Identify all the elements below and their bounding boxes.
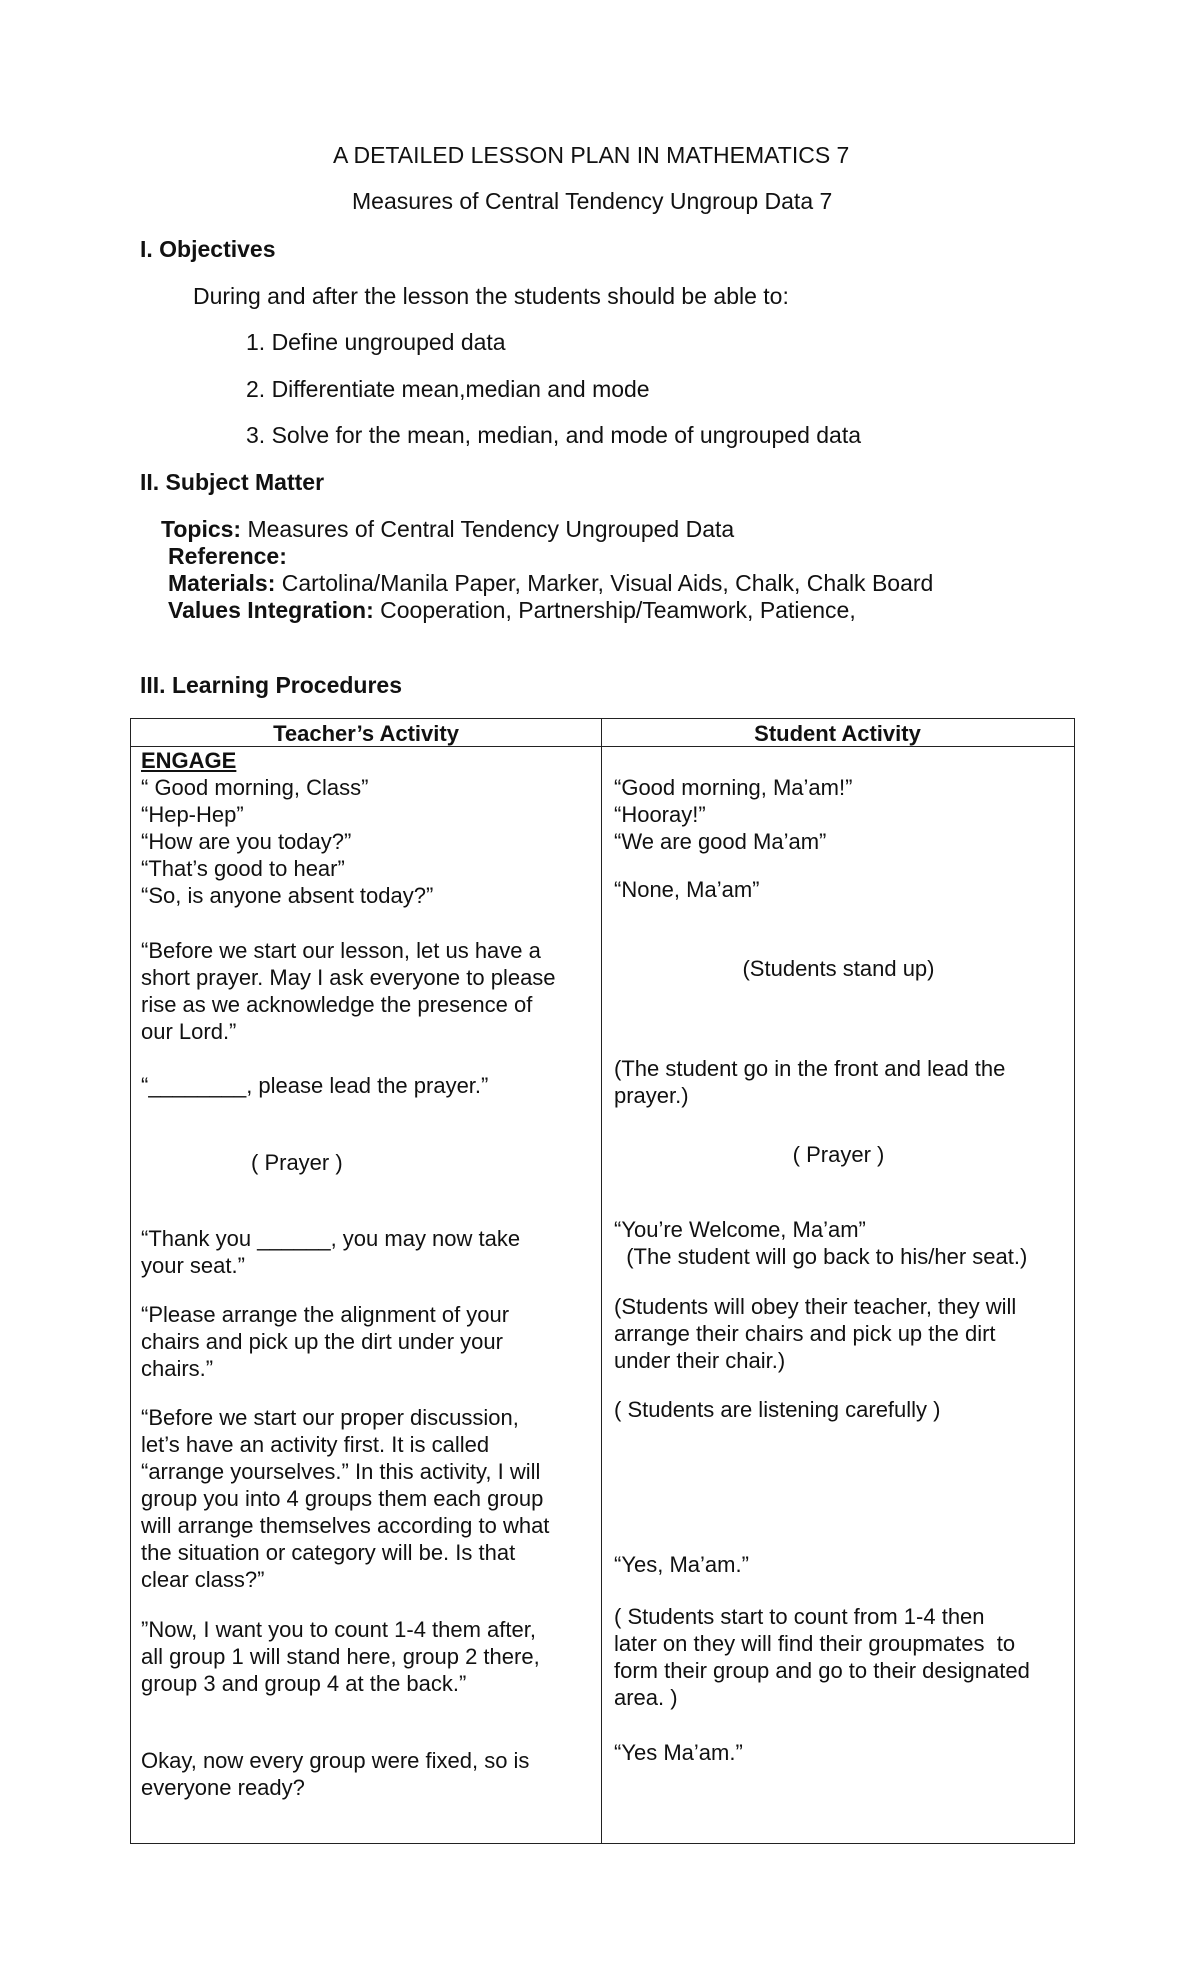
student-line: “We are good Ma’am”: [614, 829, 827, 854]
teacher-line: “So, is anyone absent today?”: [141, 883, 434, 908]
teacher-line: group 3 and group 4 at the back.”: [141, 1671, 467, 1696]
teacher-ready: [141, 1747, 529, 1801]
student-line: under their chair.): [614, 1348, 786, 1373]
student-listen: ( Students are listening carefully ): [614, 1397, 941, 1422]
materials-value: Cartolina/Manila Paper, Marker, Visual Aids, Chalk, Chalk Board: [275, 570, 934, 596]
page-title: A DETAILED LESSON PLAN IN MATHEMATICS 7: [333, 142, 850, 168]
objectives-heading: I. Objectives: [140, 236, 276, 262]
student-line: later on they will find their groupmates to: [614, 1631, 1016, 1656]
teacher-thank: [141, 1225, 520, 1279]
objective-item-3: 3. Solve for the mean, median, and mode of ungrouped data: [246, 422, 862, 448]
student-prayer: ( Prayer ): [792, 1142, 885, 1167]
objective-item-1: 1. Define ungrouped data: [246, 329, 506, 355]
student-greet: [614, 774, 852, 855]
procedures-table: [130, 718, 1075, 1844]
objective-item-2: 2. Differentiate mean,median and mode: [246, 376, 650, 402]
teacher-line: group you into 4 groups them each group: [141, 1486, 544, 1511]
teacher-line: “How are you today?”: [141, 829, 352, 854]
topics-line: [161, 516, 734, 543]
objectives-intro: During and after the lesson the students should be able to:: [193, 283, 789, 309]
student-line: “Good morning, Ma’am!”: [614, 775, 853, 800]
teacher-line: “Hep-Hep”: [141, 802, 244, 827]
student-line: form their group and go to their designated: [614, 1658, 1030, 1683]
student-yes-2: “Yes Ma’am.”: [614, 1740, 743, 1765]
student-line: (Students will obey their teacher, they will: [614, 1294, 1017, 1319]
teacher-lead-prayer: “________, please lead the prayer.”: [141, 1073, 489, 1098]
student-obey: [614, 1293, 1016, 1374]
teacher-line: will arrange themselves according to what: [141, 1513, 550, 1538]
topics-value: Measures of Central Tendency Ungrouped Data: [241, 516, 735, 542]
teacher-line: everyone ready?: [141, 1775, 305, 1800]
student-stand: (Students stand up): [742, 956, 935, 981]
student-line: (The student will go back to his/her seat.): [614, 1244, 1028, 1269]
teacher-line: chairs and pick up the dirt under your: [141, 1329, 503, 1354]
teacher-line: “arrange yourselves.” In this activity, I will: [141, 1459, 541, 1484]
page-subtitle: Measures of Central Tendency Ungroup Data 7: [352, 188, 833, 214]
teacher-count: [141, 1616, 540, 1697]
teacher-line: chairs.”: [141, 1356, 214, 1381]
teacher-line: the situation or category will be. Is that: [141, 1540, 516, 1565]
student-line: ( Students start to count from 1-4 then: [614, 1604, 985, 1629]
topics-label: Topics:: [161, 516, 242, 542]
teacher-line: your seat.”: [141, 1253, 245, 1278]
reference-line: [168, 543, 287, 570]
teacher-column-header: Teacher’s Activity: [273, 721, 459, 746]
student-column-header: Student Activity: [754, 721, 921, 746]
reference-label: Reference:: [168, 543, 287, 569]
teacher-line: “Thank you ______, you may now take: [141, 1226, 521, 1251]
teacher-line: our Lord.”: [141, 1019, 237, 1044]
teacher-line: “Before we start our proper discussion,: [141, 1405, 519, 1430]
teacher-prayer: ( Prayer ): [251, 1150, 343, 1175]
teacher-line: let’s have an activity first. It is called: [141, 1432, 490, 1457]
student-line: area. ): [614, 1685, 678, 1710]
teacher-prayer-intro: [141, 937, 556, 1045]
teacher-line: “Please arrange the alignment of your: [141, 1302, 510, 1327]
teacher-line: short prayer. May I ask everyone to please: [141, 965, 556, 990]
student-line: prayer.): [614, 1083, 689, 1108]
student-count: [614, 1603, 1030, 1711]
teacher-line: “Before we start our lesson, let us have a: [141, 938, 541, 963]
engage-label: ENGAGE: [141, 748, 237, 773]
student-yes-1: “Yes, Ma’am.”: [614, 1552, 749, 1577]
student-welcome: [614, 1216, 1027, 1270]
teacher-greet: [141, 774, 433, 909]
teacher-line: ”Now, I want you to count 1-4 them after,: [141, 1617, 536, 1642]
teacher-line: Okay, now every group were fixed, so is: [141, 1748, 530, 1773]
student-lead: [614, 1055, 1005, 1109]
teacher-line: rise as we acknowledge the presence of: [141, 992, 533, 1017]
values-line: [168, 597, 856, 624]
materials-line: [168, 570, 933, 597]
teacher-line: “ Good morning, Class”: [141, 775, 369, 800]
materials-label: Materials:: [168, 570, 276, 596]
student-none: “None, Ma’am”: [614, 877, 760, 902]
teacher-activity: [141, 1404, 549, 1593]
teacher-line: clear class?”: [141, 1567, 265, 1592]
column-divider: [601, 719, 602, 1843]
student-line: arrange their chairs and pick up the dirt: [614, 1321, 996, 1346]
procedures-heading: III. Learning Procedures: [140, 672, 403, 698]
subject-matter-heading: II. Subject Matter: [140, 469, 325, 495]
student-line: (The student go in the front and lead the: [614, 1056, 1006, 1081]
teacher-arrange: [141, 1301, 509, 1382]
student-line: “Hooray!”: [614, 802, 706, 827]
teacher-line: “That’s good to hear”: [141, 856, 345, 881]
values-value: Cooperation, Partnership/Teamwork, Patience,: [373, 597, 856, 623]
teacher-line: all group 1 will stand here, group 2 there,: [141, 1644, 540, 1669]
values-label: Values Integration:: [168, 597, 374, 623]
student-line: “You’re Welcome, Ma’am”: [614, 1217, 866, 1242]
